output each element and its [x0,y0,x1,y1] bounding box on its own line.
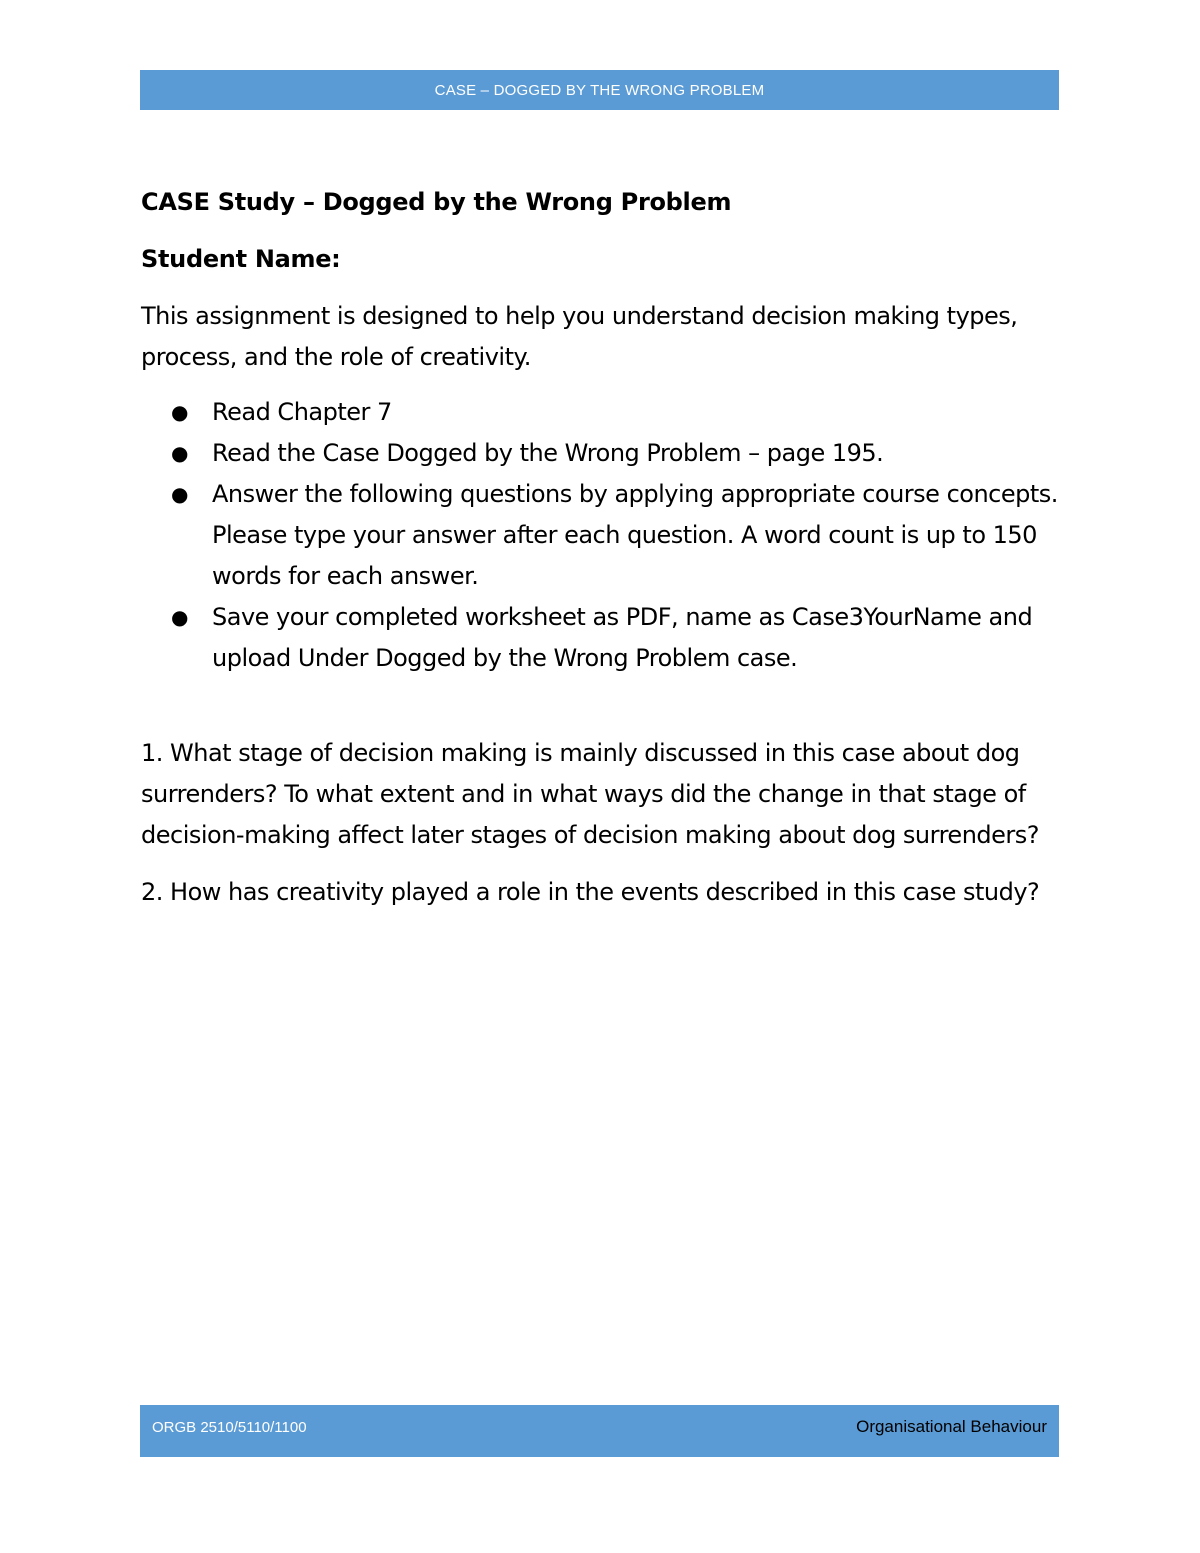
page-footer [140,1405,1059,1457]
instruction-text: Read Chapter 7 [212,398,392,426]
footer-course-code: ORGB 2510/5110/1100 [152,1419,307,1436]
bullet-icon: ● [171,441,188,465]
list-item [141,597,1061,679]
question-1: 1. What stage of decision making is mainly discussed in this case about dog surrenders? To what extent and in what ways did the change in that stage of decision-making affect later stages of decision making about dog surrenders? [141,739,1040,849]
list-item [141,392,1061,433]
student-name-label: Student Name: [141,245,341,273]
bullet-icon: ● [171,605,188,629]
header-title: CASE – DOGGED BY THE WRONG PROBLEM [434,81,765,99]
footer-course-name: Organisational Behaviour [856,1417,1047,1436]
bullet-icon: ● [171,400,188,424]
bullet-icon: ● [171,482,188,506]
list-item [141,474,1061,597]
intro-paragraph: This assignment is designed to help you understand decision making types, process, and the role of creativity. [141,302,1018,371]
document-body [141,182,1061,929]
instruction-text: Answer the following questions by applying appropriate course concepts. Please type your answer after each question. A word count is up to 150 words for each answer. [212,480,1058,590]
page-header [140,70,1059,110]
instruction-text: Read the Case Dogged by the Wrong Problem – page 195. [212,439,884,467]
document-title: CASE Study – Dogged by the Wrong Problem [141,188,732,216]
instruction-list [141,392,1061,679]
instruction-text: Save your completed worksheet as PDF, name as Case3YourName and upload Under Dogged by the Wrong Problem case. [212,603,1033,672]
question-2: 2. How has creativity played a role in the events described in this case study? [141,878,1040,906]
list-item [141,433,1061,474]
